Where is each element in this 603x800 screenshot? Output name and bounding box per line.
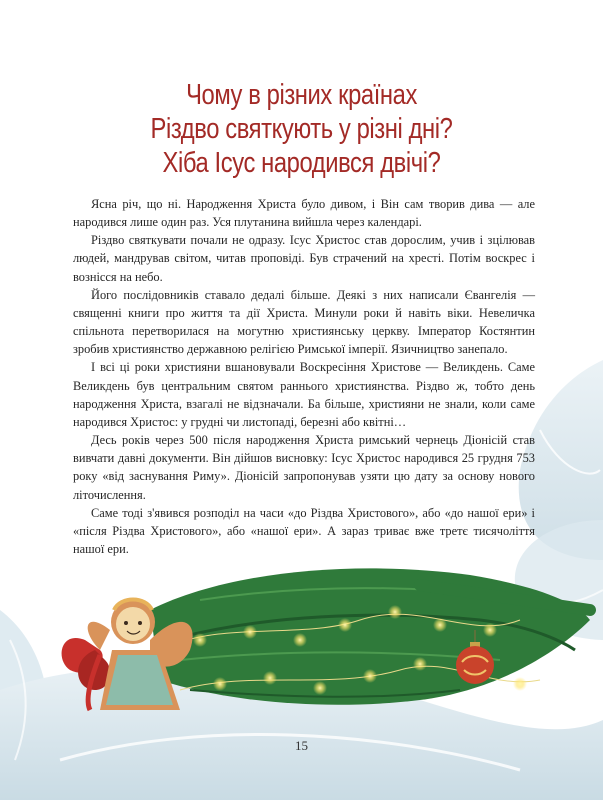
- paragraph: Його послідовників ставало дедалі більше. Деякі з них написали Євангелія — священні книги про життя та дії Христа. Минули роки й навіть віки. Невеличка спільнота перетворилася на могутню християнську церкву. Імператор Костянтин зробив християнство державною релігією Римської імперії. Язичництво занепало.: [73, 287, 535, 357]
- paragraph: Десь років через 500 після народження Христа римський чернець Діонісій став вивчати давні документи. Він дійшов висновку: Ісус Христос народився 25 грудня 753 року «від заснування Риму». Діонісій запропонував узяти цю дату за основу нового літочислення.: [73, 433, 535, 502]
- chapter-title: [87, 78, 516, 180]
- page-number: 15: [295, 738, 308, 753]
- title-line-2: Різдво святкують у різні дні?: [150, 113, 453, 145]
- paragraph: І всі ці роки християни вшановували Воскресіння Христове — Великдень. Саме Великдень був центральним святом раннього християнства. Різдво ж, тобто день народження Христа, взагалі не відзначали. Ба більше, християни не знали, коли саме народився Христос: у грудні чи листопаді, березні або квітні…: [73, 360, 535, 429]
- body-text: [73, 195, 535, 558]
- paragraph: Саме тоді з'явився розподіл на часи «до Різдва Христового», або «до нашої ери» і «після Різдва Христового», або «нашої ери». А зараз триває вже третє тисячоліття нашої ери.: [73, 505, 535, 556]
- paragraph: Ясна річ, що ні. Народження Христа було дивом, і Він сам творив дива — але народився лише один раз. Уся плутанина вийшла через календарі.: [73, 197, 535, 230]
- title-line-1: Чому в різних країнах: [186, 79, 417, 111]
- title-line-3: Хіба Ісус народився двічі?: [162, 147, 441, 179]
- paragraph: Різдво святкувати почали не одразу. Ісус Христос став дорослим, учив і зцілював людей, мандрував світом, читав проповіді. Був страчений на хресті. Потім воскрес і вознісся на небо.: [73, 233, 535, 284]
